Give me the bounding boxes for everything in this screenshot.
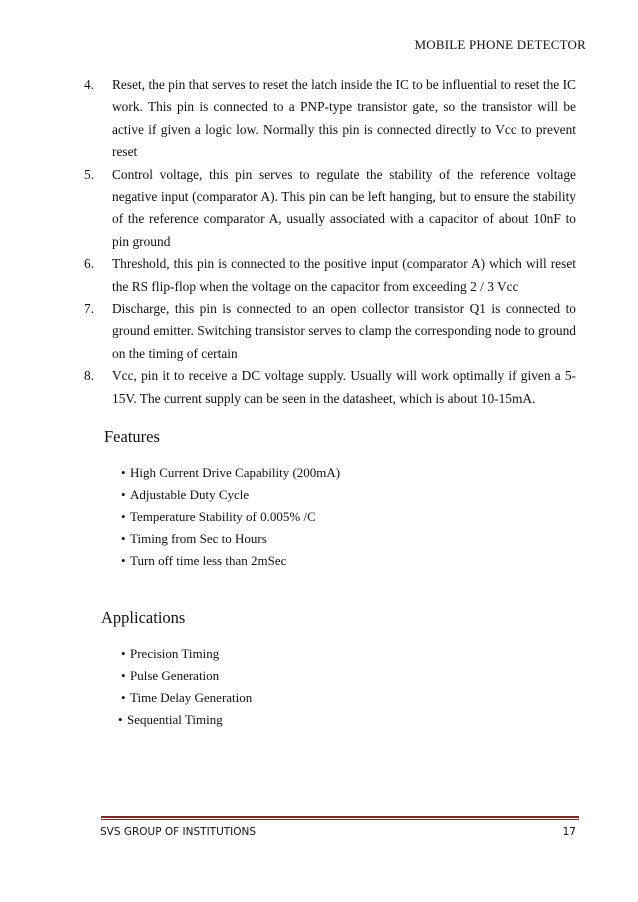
list-item: [84, 74, 576, 164]
list-item-text: Timing from Sec to Hours: [130, 531, 267, 546]
list-item-text: Pulse Generation: [130, 668, 220, 683]
list-item: [121, 665, 252, 687]
list-item-text: Adjustable Duty Cycle: [130, 487, 250, 502]
list-item: [121, 506, 340, 528]
list-item-text: Turn off time less than 2mSec: [130, 553, 287, 568]
list-item: [121, 643, 252, 665]
list-item: [121, 528, 340, 550]
list-item: [84, 253, 576, 298]
list-item-number: 8.: [84, 368, 95, 384]
list-item: [121, 484, 340, 506]
applications-list: [118, 643, 253, 731]
list-item-text: Control voltage, this pin serves to regulate the stability of the reference voltage negative input (comparator A). This pin can be left hanging, but to ensure the stability of the reference comparator A, usually associated with a capacitor of about 10nF to pin ground: [112, 166, 576, 249]
footer-rule: [101, 819, 579, 820]
list-item-text: Vcc, pin it to receive a DC voltage supply. Usually will work optimally if given a 5-15V. The current supply can be seen in the datasheet, which is about 10-15mA.: [112, 368, 576, 406]
applications-heading: Applications: [101, 608, 186, 627]
list-item-text: Reset, the pin that serves to reset the latch inside the IC to be influential to reset the IC work. This pin is connected to a PNP-type transistor gate, so the transistor will be active if given a logic low. Normally this pin is connected directly to Vcc to prevent reset: [112, 77, 576, 160]
bullet-icon: •: [121, 465, 126, 480]
bullet-icon: •: [121, 531, 126, 546]
list-item: [84, 298, 576, 365]
list-item: [121, 462, 340, 484]
list-item-text: Threshold, this pin is connected to the positive input (comparator A) which will reset the RS flip-flop when the voltage on the capacitor from exceeding 2 / 3 Vcc: [112, 256, 576, 294]
list-item: [84, 164, 576, 254]
list-item-number: 5.: [84, 166, 95, 182]
list-item: [121, 687, 252, 709]
list-item: [84, 365, 576, 410]
bullet-icon: •: [121, 553, 126, 568]
list-item-text: Precision Timing: [130, 646, 220, 661]
bullet-icon: •: [121, 646, 126, 661]
bullet-icon: •: [121, 690, 126, 705]
footer-institution: SVS GROUP OF INSTITUTIONS: [100, 826, 257, 838]
pin-description-list: [84, 74, 576, 410]
list-item-number: 7.: [84, 301, 95, 317]
list-item-text: Discharge, this pin is connected to an open collector transistor Q1 is connected to ground emitter. Switching transistor serves to clamp the corresponding node to ground on the timing of certain: [112, 301, 576, 361]
footer-rule: [101, 816, 579, 818]
bullet-icon: •: [118, 712, 123, 727]
list-item-number: 4.: [84, 77, 95, 92]
header-title: MOBILE PHONE DETECTOR: [414, 37, 586, 52]
list-item: [121, 550, 340, 572]
list-item: [118, 709, 252, 731]
page-number: 17: [562, 826, 576, 838]
list-item-number: 6.: [84, 256, 95, 272]
features-heading: Features: [104, 427, 160, 446]
list-item-text: High Current Drive Capability (200mA): [130, 465, 341, 480]
bullet-icon: •: [121, 487, 126, 502]
list-item-text: Sequential Timing: [127, 712, 223, 727]
list-item-text: Temperature Stability of 0.005% /C: [130, 509, 316, 524]
list-item-text: Time Delay Generation: [130, 690, 253, 705]
bullet-icon: •: [121, 509, 126, 524]
bullet-icon: •: [121, 668, 126, 683]
features-list: [121, 462, 340, 572]
